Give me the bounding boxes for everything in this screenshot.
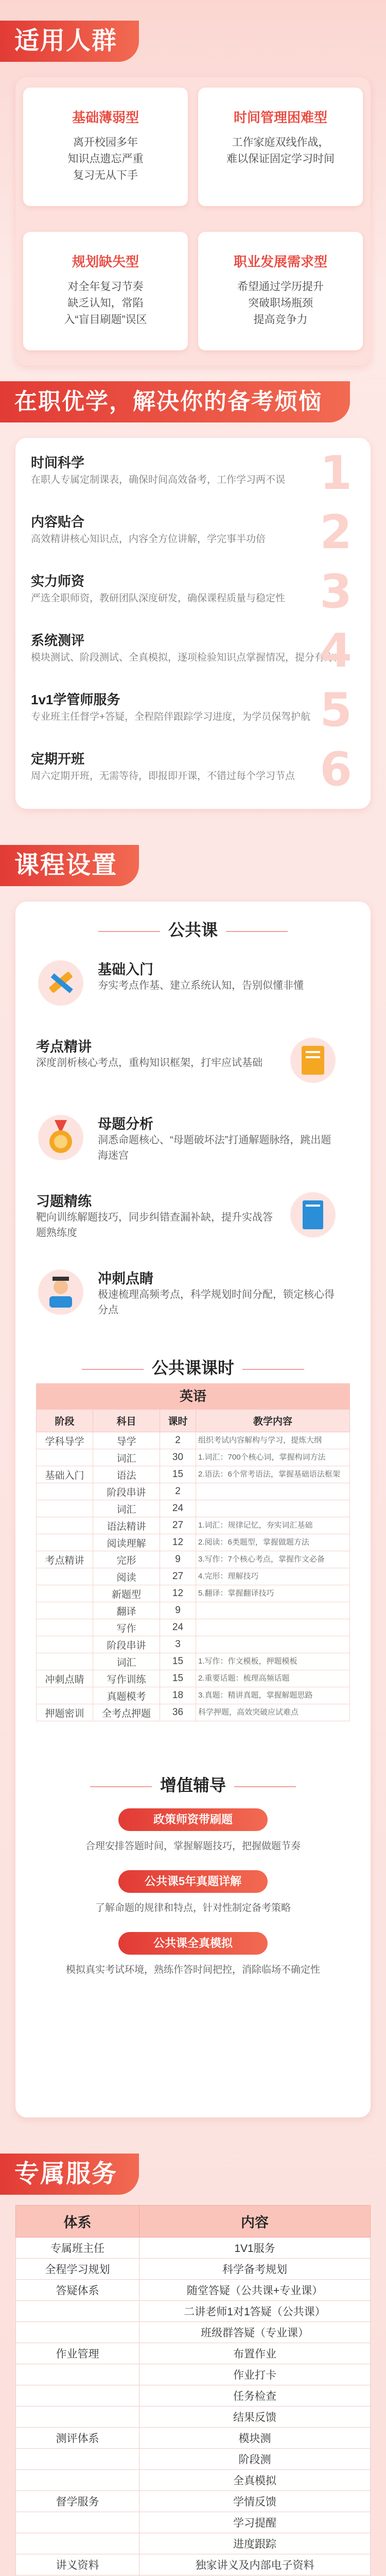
audience-panel	[15, 77, 371, 366]
table-row	[16, 2428, 371, 2449]
audience-card-title: 规划缺失型	[72, 254, 139, 269]
course-title: 基础入门	[98, 962, 153, 977]
table-cell: 2.语法：6个常考语法，掌握基础语法框架	[196, 1466, 350, 1483]
table-cell: 阅读	[93, 1568, 160, 1585]
table-cell: 班级群答疑（专业课）	[139, 2322, 371, 2343]
table-cell: 写作	[93, 1619, 160, 1636]
table-row	[37, 1670, 350, 1687]
table-row	[16, 2470, 371, 2491]
table-cell	[16, 2533, 139, 2554]
table-cell: 科学备考规划	[139, 2259, 371, 2280]
table-cell	[37, 1687, 93, 1704]
audience-card	[198, 232, 363, 350]
column-header: 科目	[93, 1410, 160, 1432]
advantage-number: 1	[320, 446, 352, 500]
table-row	[16, 2322, 371, 2343]
table-cell: 翻译	[93, 1602, 160, 1619]
table-row	[16, 2385, 371, 2406]
table-cell: 3	[160, 1636, 196, 1653]
audience-card-title: 时间管理困难型	[233, 110, 327, 125]
table-cell: 15	[160, 1466, 196, 1483]
advantage-title: 1v1学管师服务	[31, 692, 120, 707]
table-cell: 36	[160, 1704, 196, 1721]
advantage-desc: 周六定期开班，无需等待，即报即开课，不错过每个学习节点	[31, 771, 295, 782]
table-row	[37, 1517, 350, 1534]
course-item	[36, 953, 350, 1030]
boost-pill: 公共课5年真题详解	[118, 1870, 268, 1893]
course-desc: 靶向训练解题技巧，同步纠错查漏补缺，提升实战答题熟练度	[36, 1212, 273, 1239]
table-cell: 9	[160, 1602, 196, 1619]
table-row	[16, 2343, 371, 2364]
table-cell	[16, 2512, 139, 2533]
services-table	[15, 2205, 371, 2576]
table-cell: 作业管理	[16, 2343, 139, 2364]
table-row	[37, 1636, 350, 1653]
pencil-ruler-icon	[36, 958, 85, 1008]
table-row	[16, 2280, 371, 2301]
table-cell	[16, 2385, 139, 2406]
table-cell: 组织考试内容解构与学习，提炼大纲	[196, 1432, 350, 1449]
table-cell: 词汇	[93, 1500, 160, 1517]
table-row	[16, 2554, 371, 2575]
table-cell: 阶段串讲	[93, 1483, 160, 1500]
column-header: 课时	[160, 1410, 196, 1432]
table-row	[37, 1653, 350, 1670]
advantage-desc: 在职人专属定制课表，确保时间高效备考，工作学习两不误	[31, 474, 286, 485]
table-cell: 科学押题，高效突破应试难点	[196, 1704, 350, 1721]
course-item	[36, 1030, 350, 1108]
advantage-item	[15, 443, 371, 501]
table-cell: 2	[160, 1432, 196, 1449]
table-cell: 模块测	[139, 2428, 371, 2449]
schedule-title: 公共课课时	[15, 1355, 371, 1379]
table-row	[37, 1466, 350, 1483]
advantage-desc: 严选全职师资，教研团队深度研发，确保课程质量与稳定性	[31, 593, 286, 604]
table-cell: 15	[160, 1670, 196, 1687]
table-cell: 押题密训	[37, 1704, 93, 1721]
boost-desc: 合理安排答题时间，掌握解题技巧，把握做题节奏	[85, 1841, 301, 1852]
boost-title: 增值辅导	[15, 1772, 371, 1796]
table-row	[16, 2238, 371, 2259]
table-cell	[16, 2322, 139, 2343]
audience-card-title: 基础薄弱型	[72, 110, 139, 125]
table-cell: 学情反馈	[139, 2491, 371, 2512]
table-cell: 词汇	[93, 1653, 160, 1670]
table-cell	[196, 1602, 350, 1619]
table-cell: 二讲老师1对1答疑（公共课）	[139, 2301, 371, 2322]
table-cell: 全程学习规划	[16, 2259, 139, 2280]
advantage-title: 定期开班	[31, 751, 85, 767]
student-icon	[36, 1267, 85, 1317]
table-cell: 27	[160, 1517, 196, 1534]
advantage-item	[15, 739, 371, 797]
schedule-table-body	[37, 1432, 350, 1721]
section-title-services: 专属服务	[0, 2154, 139, 2195]
table-cell	[37, 1619, 93, 1636]
table-row	[16, 2449, 371, 2470]
table-cell: 新题型	[93, 1585, 160, 1602]
table-cell: 24	[160, 1619, 196, 1636]
boost-pill: 公共课全真模拟	[118, 1932, 268, 1955]
table-row	[37, 1568, 350, 1585]
table-cell: 1.词汇：规律记忆，夯实词汇基础	[196, 1517, 350, 1534]
section-title-advantages: 在职优学，解决你的备考烦恼	[0, 381, 350, 422]
table-cell: 完形	[93, 1551, 160, 1568]
course-title: 母题分析	[98, 1116, 153, 1132]
advantage-number: 6	[320, 742, 352, 796]
advantage-number: 2	[320, 505, 352, 560]
advantage-title: 内容贴合	[31, 514, 85, 530]
table-row	[37, 1534, 350, 1551]
table-cell: 导学	[93, 1432, 160, 1449]
table-cell: 语法	[93, 1466, 160, 1483]
table-cell: 12	[160, 1534, 196, 1551]
table-cell: 9	[160, 1551, 196, 1568]
table-cell: 3.写作：7个核心考点，掌握作文必备	[196, 1551, 350, 1568]
table-cell	[37, 1636, 93, 1653]
table-cell	[16, 2470, 139, 2491]
table-cell: 全考点押题	[93, 1704, 160, 1721]
table-cell: 语法精讲	[93, 1517, 160, 1534]
audience-card	[23, 88, 188, 206]
public-course-title: 公共课	[15, 917, 371, 941]
medal-icon	[36, 1113, 85, 1162]
table-row	[16, 2491, 371, 2512]
advantage-item	[15, 680, 371, 738]
table-row	[37, 1602, 350, 1619]
advantage-item	[15, 502, 371, 560]
section-title-target-audience: 适用人群	[0, 21, 139, 62]
audience-card-desc: 工作家庭双线作战， 难以保证固定学习时间	[226, 137, 335, 165]
table-row	[16, 2406, 371, 2428]
course-title: 习题精练	[36, 1194, 92, 1209]
course-desc: 夯实考点作基、建立系统认知，告别似懂非懂	[98, 980, 304, 991]
table-cell: 基础入门	[37, 1466, 93, 1483]
table-cell	[196, 1483, 350, 1500]
table-row	[37, 1687, 350, 1704]
table-cell: 全真模拟	[139, 2470, 371, 2491]
table-cell: 阶段串讲	[93, 1636, 160, 1653]
table-cell	[16, 2449, 139, 2470]
audience-card-desc: 希望通过学历提升 突破职场瓶颈 提高竞争力	[237, 281, 324, 326]
table-row	[37, 1585, 350, 1602]
table-row	[37, 1500, 350, 1517]
table-cell: 布置作业	[139, 2343, 371, 2364]
table-row	[37, 1449, 350, 1466]
advantage-title: 时间科学	[31, 455, 85, 470]
table-cell	[196, 1500, 350, 1517]
table-cell	[37, 1568, 93, 1585]
advantage-item	[15, 621, 371, 679]
course-item	[36, 1262, 350, 1340]
audience-card	[23, 232, 188, 350]
services-table-body	[16, 2238, 371, 2576]
table-cell: 24	[160, 1500, 196, 1517]
table-cell: 词汇	[93, 1449, 160, 1466]
table-cell: 阶段测	[139, 2449, 371, 2470]
table-cell: 随堂答疑（公共课+专业课）	[139, 2280, 371, 2301]
table-row	[37, 1483, 350, 1500]
advantage-number: 5	[320, 683, 352, 737]
table-cell: 督学服务	[16, 2491, 139, 2512]
table-cell: 1.写作：作文模板，押题模板	[196, 1653, 350, 1670]
table-cell: 4.完形：理解技巧	[196, 1568, 350, 1585]
table-cell: 测评体系	[16, 2428, 139, 2449]
table-row	[37, 1619, 350, 1636]
table-cell	[16, 2406, 139, 2428]
course-desc: 极速梳理高频考点，科学规划时间分配，锁定核心得分点	[98, 1289, 335, 1316]
courses-panel	[15, 902, 371, 2117]
course-title: 考点精讲	[36, 1039, 92, 1055]
table-row	[16, 2364, 371, 2385]
table-cell: 讲义资料	[16, 2554, 139, 2575]
table-cell	[37, 1449, 93, 1466]
table-cell	[16, 2364, 139, 2385]
table-cell	[196, 1636, 350, 1653]
course-desc: 洞悉命题核心、“母题破坏法”打通解题脉络，跳出题海迷宫	[98, 1134, 331, 1161]
advantage-desc: 模块测试、阶段测试、全真模拟，逐项检验知识点掌握情况，提分有方向	[31, 652, 344, 663]
table-cell	[37, 1517, 93, 1534]
table-row	[16, 2301, 371, 2322]
table-cell: 考点精讲	[37, 1551, 93, 1568]
course-title: 冲刺点睛	[98, 1271, 153, 1286]
advantage-title: 系统测评	[31, 633, 85, 648]
table-cell: 3.真题：精讲真题，掌握解题思路	[196, 1687, 350, 1704]
audience-card-desc: 对全年复习节奏 缺乏认知，常陷 入“盲目刷题”误区	[64, 281, 147, 326]
advantage-desc: 高效精讲核心知识点，内容全方位讲解，学完事半功倍	[31, 534, 266, 545]
section-title-courses: 课程设置	[0, 845, 139, 886]
table-cell	[37, 1653, 93, 1670]
book-icon	[288, 1190, 338, 1240]
course-item	[36, 1108, 350, 1185]
notebook-icon	[288, 1036, 338, 1085]
table-cell: 2.阅读：6类题型，掌握做题方法	[196, 1534, 350, 1551]
schedule-table	[36, 1409, 350, 1721]
advantage-item	[15, 562, 371, 619]
table-cell	[196, 1619, 350, 1636]
column-header: 内容	[139, 2206, 371, 2238]
advantage-number: 3	[320, 565, 352, 619]
audience-card	[198, 88, 363, 206]
table-row	[16, 2512, 371, 2533]
table-cell: 独家讲义及内部电子资料	[139, 2554, 371, 2575]
table-cell: 作业打卡	[139, 2364, 371, 2385]
table-cell: 2.重要话题：梳理高频话题	[196, 1670, 350, 1687]
course-item	[36, 1185, 350, 1262]
table-cell: 写作训练	[93, 1670, 160, 1687]
table-cell: 1V1服务	[139, 2238, 371, 2259]
table-cell: 阅读理解	[93, 1534, 160, 1551]
table-row	[16, 2533, 371, 2554]
table-cell: 答疑体系	[16, 2280, 139, 2301]
table-cell: 27	[160, 1568, 196, 1585]
table-cell: 结果反馈	[139, 2406, 371, 2428]
table-cell	[37, 1483, 93, 1500]
column-header: 教学内容	[196, 1410, 350, 1432]
table-cell: 18	[160, 1687, 196, 1704]
schedule-table-title: 英语	[36, 1383, 350, 1409]
boost-desc: 了解命题的规律和特点，针对性制定备考策略	[95, 1903, 291, 1913]
table-cell	[37, 1585, 93, 1602]
boost-desc: 模拟真实考试环境，熟练作答时间把控，消除临场不确定性	[65, 1964, 320, 1975]
table-row	[37, 1551, 350, 1568]
column-header: 体系	[16, 2206, 139, 2238]
table-cell: 真题模考	[93, 1687, 160, 1704]
column-header: 阶段	[37, 1410, 93, 1432]
table-cell: 进度跟踪	[139, 2533, 371, 2554]
table-cell: 学习提醒	[139, 2512, 371, 2533]
audience-card-desc: 离开校园多年 知识点遗忘严重 复习无从下手	[67, 137, 144, 181]
table-cell	[37, 1602, 93, 1619]
table-cell: 学科导学	[37, 1432, 93, 1449]
table-row	[16, 2259, 371, 2280]
table-row	[37, 1432, 350, 1449]
table-cell: 任务检查	[139, 2385, 371, 2406]
course-desc: 深度剖析核心考点，重构知识框架，打牢应试基础	[36, 1057, 262, 1069]
table-cell	[37, 1534, 93, 1551]
advantages-panel	[15, 438, 371, 809]
advantage-title: 实力师资	[31, 573, 85, 589]
table-cell: 30	[160, 1449, 196, 1466]
table-cell: 15	[160, 1653, 196, 1670]
table-cell: 12	[160, 1585, 196, 1602]
audience-card-title: 职业发展需求型	[233, 254, 327, 269]
table-cell	[37, 1500, 93, 1517]
table-cell: 专属班主任	[16, 2238, 139, 2259]
advantage-desc: 专业班主任督学+答疑，全程陪伴跟踪学习进度，为学员保驾护航	[31, 711, 311, 722]
table-cell: 2	[160, 1483, 196, 1500]
table-cell	[16, 2301, 139, 2322]
table-row	[37, 1704, 350, 1721]
advantage-number: 4	[320, 624, 352, 678]
table-cell: 冲刺点睛	[37, 1670, 93, 1687]
table-cell: 1.词汇：700个核心词，掌握构词方法	[196, 1449, 350, 1466]
boost-pill: 政策师资带刷题	[118, 1808, 268, 1831]
table-cell: 5.翻译：掌握翻译技巧	[196, 1585, 350, 1602]
